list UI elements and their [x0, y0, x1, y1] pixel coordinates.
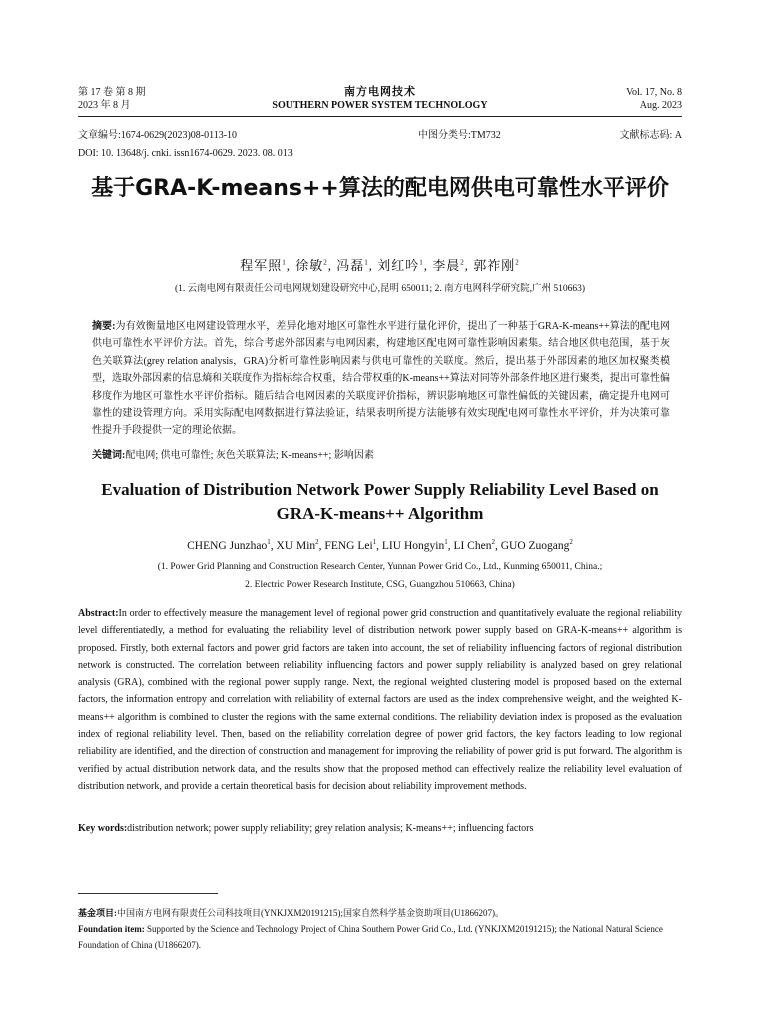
- title-en: Evaluation of Distribution Network Power Supply Reliability Level Based on GRA-K-means++ Algorithm: [101, 480, 659, 523]
- author-affiliation-mark: 1: [282, 258, 287, 267]
- author-name: 刘红吟: [377, 258, 420, 273]
- document-code: 文献标志码: A: [619, 130, 682, 141]
- title-cn: 基于GRA-K-means++算法的配电网供电可靠性水平评价: [91, 176, 669, 201]
- header-center: [78, 86, 682, 112]
- fund-cn-label: 基金项目:: [78, 908, 117, 918]
- header-right: [626, 86, 682, 112]
- footnote-divider: [78, 893, 218, 894]
- clc-number: 中图分类号:TM732: [418, 130, 501, 141]
- abstract-cn-label: 摘要:: [92, 321, 116, 332]
- author-name: 徐敏: [295, 258, 324, 273]
- author-name: 李晨: [432, 258, 461, 273]
- author-affiliation-mark: 1: [267, 538, 271, 547]
- author-name: GUO Zuogang: [500, 540, 570, 552]
- journal-name-en: SOUTHERN POWER SYSTEM TECHNOLOGY: [272, 100, 488, 111]
- authors-en: CHENG Junzhao$^1$, XU Min$^2$, FENG Lei$^1$, LIU Hongyin$^1$, LI Chen$^2$, GUO Zuogang$^2$: [187, 538, 573, 552]
- author-affiliation-mark: 1: [372, 538, 377, 547]
- fund-cn: [78, 905, 682, 921]
- author-name: 程军照: [240, 258, 283, 273]
- article-number: 文章编号:1674-0629(2023)08-0113-10: [78, 130, 238, 141]
- affiliation-en-1: (1. Power Grid Planning and Construction Research Center, Yunnan Power Grid Co., Ltd., Kunming 650011, China.;: [157, 562, 603, 572]
- abstract-cn: [92, 318, 670, 440]
- volume-cn: 第 17 卷 第 8 期: [78, 87, 146, 98]
- footnote: [78, 905, 682, 953]
- author-affiliation-mark: 1: [364, 258, 369, 267]
- author-name: LI Chen: [453, 540, 492, 552]
- journal-name-cn: 南方电网技术: [344, 86, 416, 98]
- keywords-cn-label: 关键词:: [92, 450, 126, 461]
- affiliation-cn: (1. 云南电网有限责任公司电网规划建设研究中心,昆明 650011; 2. 南方电网科学研究院,广州 510663): [175, 284, 585, 294]
- author-name: 郭祚刚: [473, 258, 516, 273]
- date-en: Aug. 2023: [639, 100, 682, 111]
- abstract-cn-text: 为有效衡量地区电网建设管理水平，差异化地对地区可靠性水平进行量化评价，提出了一种基于GRA-K-means++算法的配电网供电可靠性水平评价方法。首先，综合考虑外部因素与电网因素，构建地区配电网可靠性影响因素集。结合地区供电范围，基于灰色关联算法(grey relation analysis，GRA)分析可靠性影响因素与供电可靠性的关联度。然后，提出基于外部因素的地区加权聚类模型，选取外部因素的信息熵和关联度作为指标综合权重，结合带权重的K-means++算法对同等外部条件地区进行聚类，提出可靠性偏移度作为地区可靠性水平评价指标。随后结合电网因素的关联度评价指标，辨识影响地区可靠性偏低的关键因素，确定提升电网可靠性的建设管理方向。采用实际配电网数据进行算法验证，结果表明所提方法能够有效实现配电网可靠性水平评价，并为决策可靠性提升手段提供一定的理论依据。: [92, 321, 670, 437]
- author-affiliation-mark: 2: [460, 258, 465, 267]
- keywords-cn: [92, 446, 670, 461]
- author-affiliation-mark: 2: [515, 258, 520, 267]
- author-name: FENG Lei: [324, 540, 373, 552]
- keywords-en: [78, 823, 682, 834]
- author-affiliation-mark: 1: [419, 258, 424, 267]
- abstract-en-text: In order to effectively measure the management level of regional power grid construction and quantitatively evaluate the regional reliability level differentiatedly, a method for evaluating the reliability level of distribution network power supply based on GRA-K-means++ algorithm is proposed. Firstly, both external factors and power grid factors are taken into account, the set of reliability influencing factors of regional distribution network is constructed. The correlation between reliability influencing factors and power supply reliability is analyzed based on grey relational analysis (GRA), combined with the regional power supply range. Next, the regional weighted clustering model is proposed based on the external factors, the information entropy and correlation with reliability of external factors are used as the index comprehensive weight, and the weighted K-means++ algorithm is combined to cluster the regions with the same external conditions. The reliability deviation index is proposed as the evaluation index of regional reliability level. Then, based on the reliability correlation degree of power grid factors, the key factors leading to low regional reliability are identified, and the direction of construction and management for improving the reliability of power grid is put forward. The algorithm is verified by actual distribution network data, and the results show that the proposed method can effectively realize the reliability level evaluation of distribution network, and provide a certain theoretical basis for decision about reliability improvement methods.: [78, 608, 682, 792]
- volume-en: Vol. 17, No. 8: [626, 87, 682, 98]
- fund-en: [78, 921, 682, 953]
- authors-cn: 程军照$^1$, 徐敏$^2$, 冯磊$^1$, 刘红吟$^1$, 李晨$^2$, 郭祚刚$^2$: [240, 258, 520, 273]
- abstract-en-label: Abstract:: [78, 608, 119, 619]
- fund-en-label: Foundation item:: [78, 924, 145, 934]
- keywords-en-text: distribution network; power supply reliability; grey relation analysis; K-means++; influencing factors: [127, 823, 534, 834]
- author-affiliation-mark: 2: [569, 538, 573, 547]
- fund-cn-text: 中国南方电网有限责任公司科技项目(YNKJXM20191215);国家自然科学基金资助项目(U1866207)。: [117, 908, 504, 918]
- date-cn: 2023 年 8 月: [78, 100, 131, 111]
- affiliation-en-2: 2. Electric Power Research Institute, CSG, Guangzhou 510663, China): [245, 580, 515, 590]
- author-affiliation-mark: 1: [444, 538, 448, 547]
- fund-en-text: Supported by the Science and Technology Project of China Southern Power Grid Co., Ltd. (YNKJXM20191215); the National Natural Science Foundation of China (U1866207).: [78, 924, 663, 950]
- keywords-en-label: Key words:: [78, 823, 128, 834]
- doi[interactable]: DOI: 10. 13648/j. cnki. issn1674-0629. 2023. 08. 013: [78, 148, 293, 159]
- affiliation-en: [78, 558, 682, 594]
- author-name: XU Min: [276, 540, 316, 552]
- author-name: 冯磊: [336, 258, 365, 273]
- article-info: [78, 127, 682, 163]
- keywords-cn-text: 配电网; 供电可靠性; 灰色关联算法; K-means++; 影响因素: [125, 450, 374, 461]
- author-affiliation-mark: 2: [315, 538, 319, 547]
- author-name: LIU Hongyin: [381, 540, 445, 552]
- abstract-en: [78, 605, 682, 795]
- running-header: [78, 86, 682, 117]
- author-name: CHENG Junzhao: [187, 540, 268, 552]
- author-affiliation-mark: 2: [491, 538, 495, 547]
- author-affiliation-mark: 2: [323, 258, 328, 267]
